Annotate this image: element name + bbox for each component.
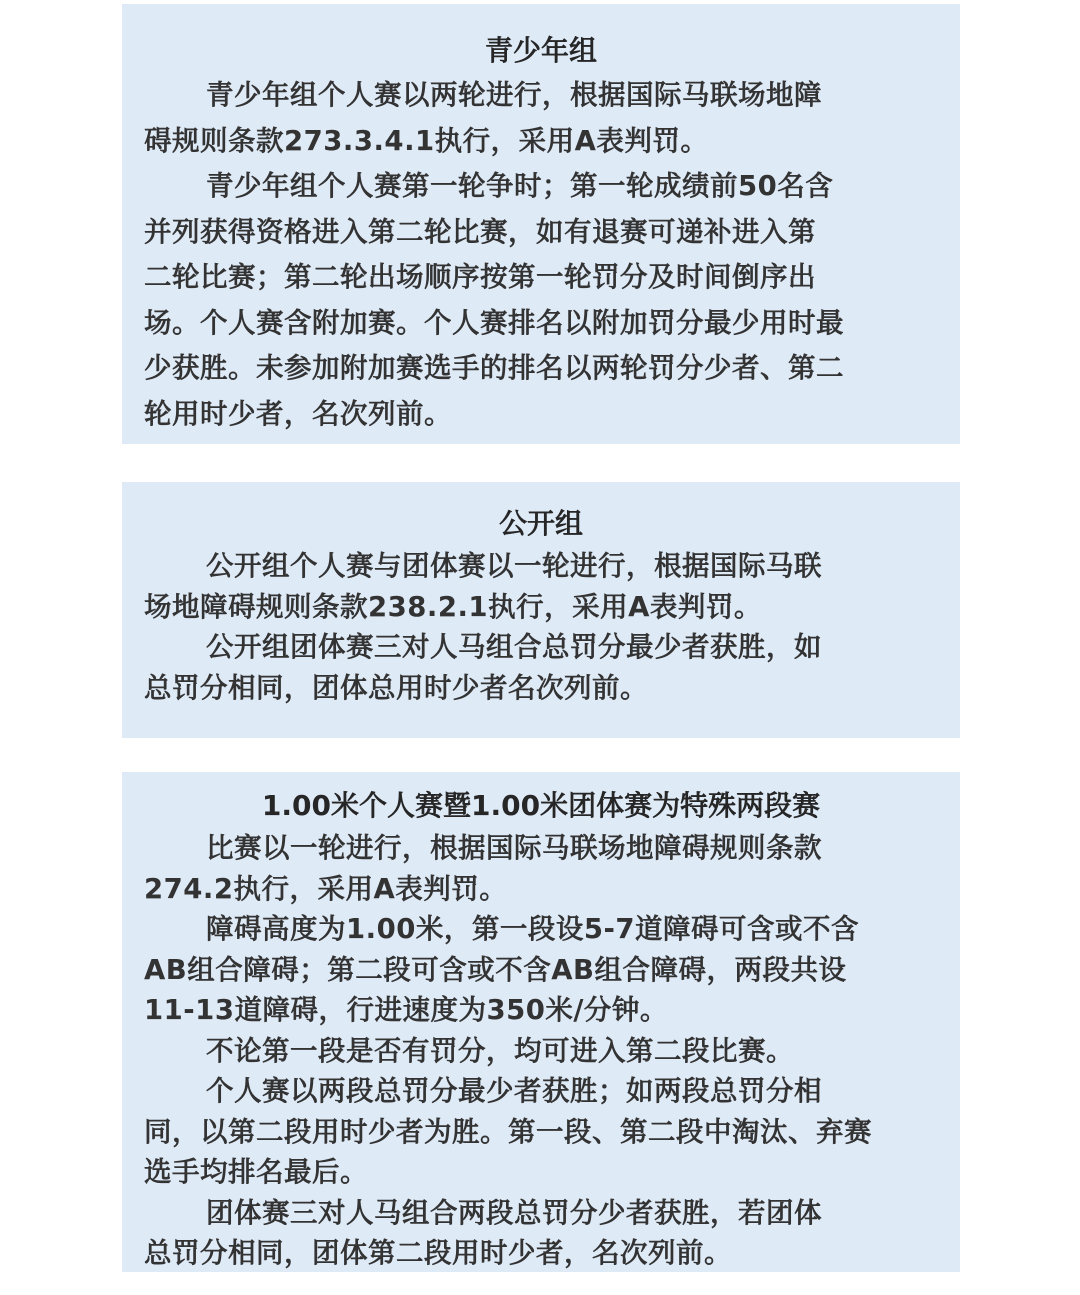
section-title: 公开组 [498, 507, 583, 540]
paragraph [144, 1031, 938, 1072]
section-youth [122, 4, 960, 444]
paragraph [144, 164, 938, 437]
text-line: 总罚分相同，团体总用时少者名次列前。 [144, 671, 648, 704]
text-line: 二轮比赛；第二轮出场顺序按第一轮罚分及时间倒序出 [144, 261, 816, 293]
text-line: 轮用时少者，名次列前。 [144, 397, 452, 430]
section-two-phase [122, 772, 960, 1272]
text-line: 青少年组个人赛以两轮进行，根据国际马联场地障 [206, 79, 822, 111]
paragraph [144, 1071, 938, 1193]
paragraph [144, 73, 938, 164]
text-line: AB组合障碍；第二段可含或不含AB组合障碍，两段共设 [144, 953, 847, 986]
text-line: 场。个人赛含附加赛。个人赛排名以附加罚分最少用时最 [144, 306, 844, 339]
text-line: 公开组团体赛三对人马组合总罚分最少者获胜，如 [206, 631, 822, 663]
paragraph [144, 828, 938, 909]
text-line: 少获胜。未参加附加赛选手的排名以两轮罚分少者、第二 [144, 352, 844, 384]
paragraph [144, 546, 938, 627]
text-line: 选手均排名最后。 [144, 1156, 368, 1188]
text-line: 274.2执行，采用A表判罚。 [144, 872, 508, 905]
paragraph [144, 627, 938, 708]
text-line: 不论第一段是否有罚分，均可进入第二段比赛。 [206, 1034, 794, 1067]
text-line: 障碍高度为1.00米，第一段设5-7道障碍可含或不含 [206, 913, 860, 945]
text-line: 团体赛三对人马组合两段总罚分少者获胜，若团体 [206, 1196, 822, 1229]
paragraph [144, 909, 938, 1031]
text-line: 比赛以一轮进行，根据国际马联场地障碍规则条款 [206, 832, 822, 864]
text-line: 场地障碍规则条款238.2.1执行，采用A表判罚。 [144, 590, 762, 623]
text-line: 个人赛以两段总罚分最少者获胜；如两段总罚分相 [206, 1075, 822, 1107]
text-line: 同，以第二段用时少者为胜。第一段、第二段中淘汰、弃赛 [144, 1115, 872, 1148]
text-line: 11-13道障碍，行进速度为350米/分钟。 [144, 994, 668, 1026]
text-line: 青少年组个人赛第一轮争时；第一轮成绩前50名含 [206, 170, 834, 202]
section-title: 青少年组 [484, 34, 597, 67]
text-line: 并列获得资格进入第二轮比赛，如有退赛可递补进入第 [144, 215, 816, 248]
paragraph [144, 1193, 938, 1274]
text-line: 总罚分相同，团体第二段用时少者，名次列前。 [144, 1237, 732, 1269]
text-line: 碍规则条款273.3.4.1执行，采用A表判罚。 [144, 124, 709, 157]
section-title: 1.00米个人赛暨1.00米团体赛为特殊两段赛 [261, 789, 821, 822]
text-line: 公开组个人赛与团体赛以一轮进行，根据国际马联 [206, 550, 822, 582]
section-open [122, 482, 960, 738]
